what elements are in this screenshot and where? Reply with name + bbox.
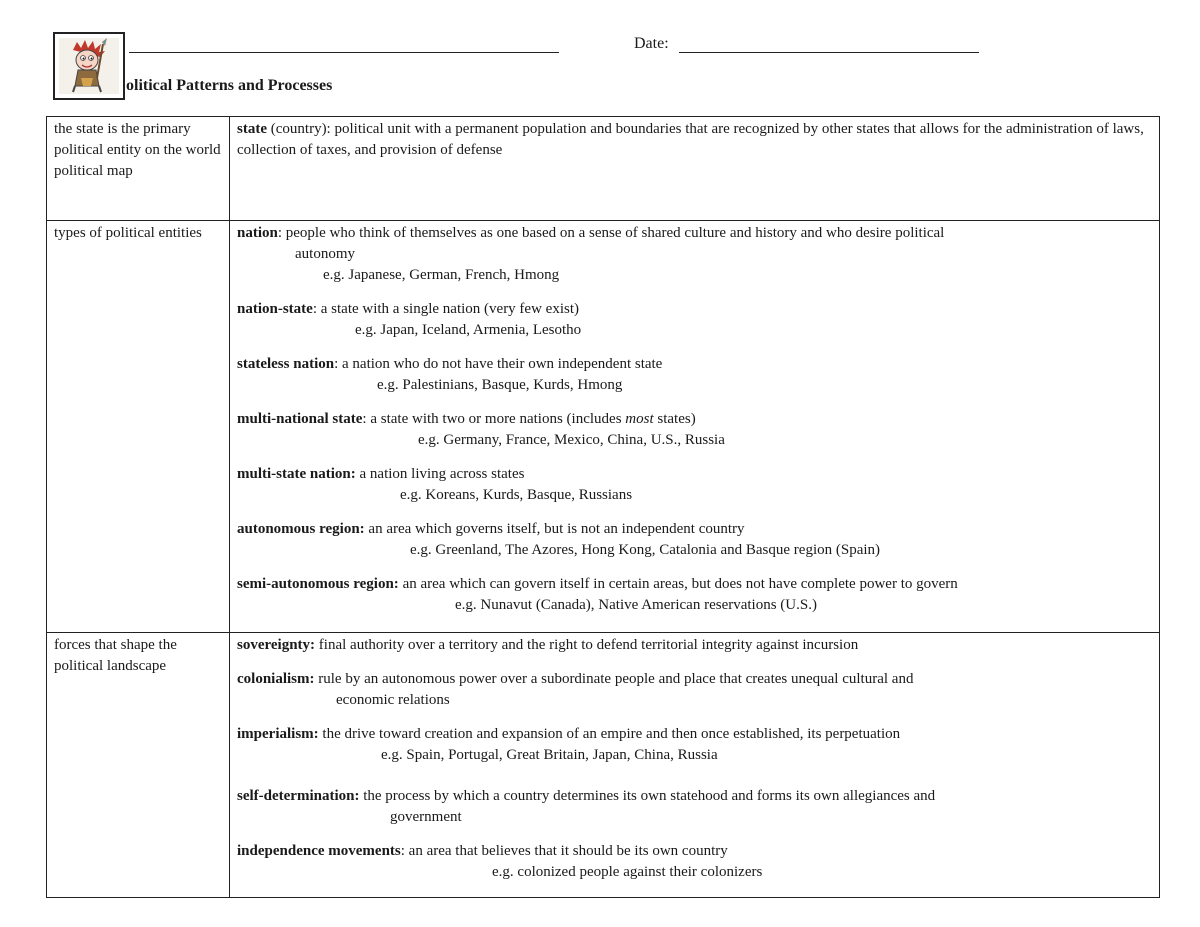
notes-table — [46, 116, 1160, 898]
example-text: e.g. Japanese, German, French, Hmong — [323, 267, 560, 283]
definition-emphasis: most — [625, 411, 654, 427]
definition-entry — [237, 786, 1152, 828]
definition-entry — [237, 574, 1152, 616]
definition-text: : an area that believes that it should be its own country — [400, 843, 728, 859]
example-text: e.g. Japan, Iceland, Armenia, Lesotho — [355, 322, 582, 338]
definition-entry — [237, 409, 1152, 451]
definition-text: : people who think of themselves as one based on a sense of shared culture and history and who desire political — [277, 225, 945, 241]
date-blank-line — [679, 52, 979, 53]
term: nation — [237, 225, 278, 241]
date-label: Date: — [634, 35, 669, 52]
definition-text: final authority over a territory and the right to defend territorial integrity against incursion — [315, 637, 859, 653]
topic-cell: the state is the primary political entity on the world political map — [47, 117, 230, 221]
example-text: e.g. Koreans, Kurds, Basque, Russians — [400, 487, 633, 503]
term: multi-national state — [237, 411, 363, 427]
term: stateless nation — [237, 356, 335, 372]
term: nation-state — [237, 301, 313, 317]
term: sovereignty: — [237, 637, 316, 653]
term: multi-state nation: — [237, 466, 356, 482]
topic-cell: forces that shape the political landscape — [47, 633, 230, 898]
definition-text: states) — [653, 411, 696, 427]
example-text: e.g. Nunavut (Canada), Native American reservations (U.S.) — [455, 597, 817, 613]
definition-entry — [237, 223, 1152, 286]
term: colonialism: — [237, 671, 315, 687]
definition-continuation: economic relations — [336, 692, 450, 708]
definition-cell — [230, 633, 1160, 898]
definition-entry — [237, 354, 1152, 396]
definition-text: an area which governs itself, but is not an independent country — [364, 521, 745, 537]
definition-entry — [237, 519, 1152, 561]
definition-entry — [237, 669, 1152, 711]
definition-text: rule by an autonomous power over a subordinate people and place that creates unequal cultural and — [314, 671, 914, 687]
logo-image — [53, 32, 125, 100]
definition-cell — [230, 117, 1160, 221]
example-text: e.g. Germany, France, Mexico, China, U.S., Russia — [418, 432, 725, 448]
definition-entry — [237, 841, 1152, 883]
term: independence movements — [237, 843, 401, 859]
definition-text: the drive toward creation and expansion of an empire and then once established, its perpetuation — [318, 726, 901, 742]
definition-text: : a nation who do not have their own independent state — [334, 356, 663, 372]
definition-text: : a state with two or more nations (includes — [362, 411, 626, 427]
table-row — [47, 633, 1160, 898]
example-text: e.g. Spain, Portugal, Great Britain, Japan, China, Russia — [381, 747, 718, 763]
definition-continuation: government — [390, 809, 462, 825]
term: autonomous region: — [237, 521, 365, 537]
definition-entry — [237, 464, 1152, 506]
definition-continuation: autonomy — [295, 246, 355, 262]
table-row — [47, 221, 1160, 633]
document-title: olitical Patterns and Processes — [126, 77, 333, 94]
example-text: e.g. colonized people against their colonizers — [492, 864, 763, 880]
definition-text: : a state with a single nation (very few exist) — [312, 301, 579, 317]
definition-text: the process by which a country determines its own statehood and forms its own allegiances and — [359, 788, 936, 804]
definition-cell — [230, 221, 1160, 633]
term: semi-autonomous region: — [237, 576, 399, 592]
cartoon-character-icon — [55, 34, 123, 98]
term: imperialism: — [237, 726, 319, 742]
example-text: e.g. Greenland, The Azores, Hong Kong, Catalonia and Basque region (Spain) — [410, 542, 881, 558]
term: self-determination: — [237, 788, 360, 804]
name-blank-line — [129, 52, 559, 53]
example-text: e.g. Palestinians, Basque, Kurds, Hmong — [377, 377, 623, 393]
definition-text: (country): political unit with a permanent population and boundaries that are recognized by other states that allows for the administration of laws, collection of taxes, and provision of defense — [237, 121, 1144, 158]
definition-entry — [237, 119, 1152, 161]
term: state — [237, 121, 267, 137]
definition-entry — [237, 299, 1152, 341]
definition-entry — [237, 724, 1152, 766]
definition-entry — [237, 635, 1152, 656]
definition-text: an area which can govern itself in certain areas, but does not have complete power to govern — [398, 576, 958, 592]
definition-text: a nation living across states — [355, 466, 525, 482]
topic-cell: types of political entities — [47, 221, 230, 633]
table-row — [47, 117, 1160, 221]
